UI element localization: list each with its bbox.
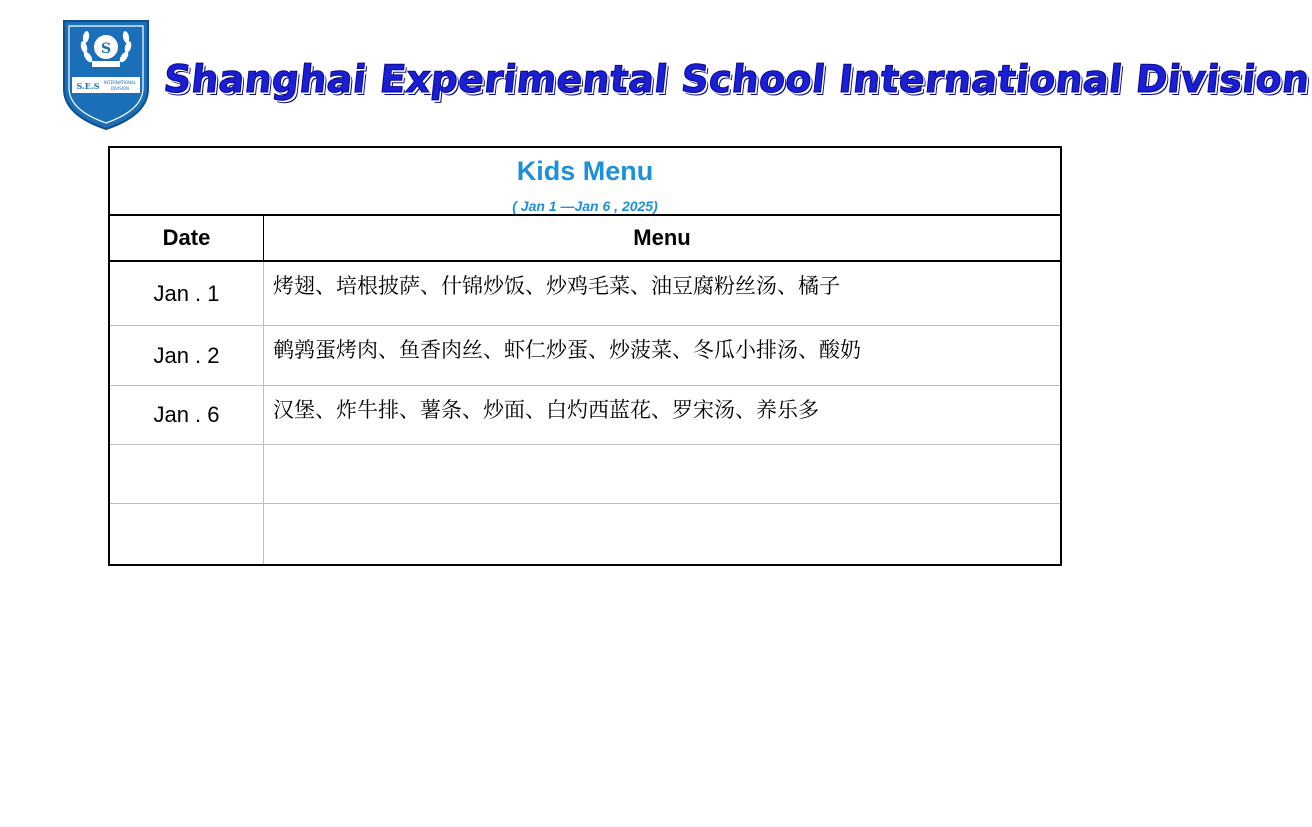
menu-cell [264,445,1060,503]
table-row [110,386,1060,445]
menu-cell: 鹌鹑蛋烤肉、鱼香肉丝、虾仁炒蛋、炒菠菜、冬瓜小排汤、酸奶 [273,338,861,362]
menu-cell [264,504,1060,564]
table-row [110,445,1060,504]
menu-cell: 汉堡、炸牛排、薯条、炒面、白灼西蓝花、罗宋汤、养乐多 [273,398,819,422]
menu-cell: 烤翅、培根披萨、什锦炒饭、炒鸡毛菜、油豆腐粉丝汤、橘子 [273,274,840,298]
school-logo [62,17,150,131]
svg-text:S: S [100,41,112,57]
date-cell: Jan . 1 [110,262,264,325]
svg-text:DIVISION: DIVISION [110,86,130,91]
menu-column-header: Menu [633,225,691,250]
table-row [110,262,1060,326]
date-cell [110,504,264,564]
menu-title: Kids Menu [516,156,654,186]
school-name-heading: Shanghai Experimental School International Division [161,57,1312,101]
menu-date-range: ( Jan 1 —Jan 6 , 2025) [512,198,658,214]
table-title-row [110,148,1060,216]
kids-menu-table [108,146,1062,566]
svg-text:INTERNATIONAL: INTERNATIONAL [103,80,137,85]
date-cell: Jan . 6 [110,386,264,444]
date-cell: Jan . 2 [110,326,264,385]
table-header-row [110,216,1060,262]
date-column-header: Date [110,216,264,260]
date-cell [110,445,264,503]
svg-text:S.E.S: S.E.S [76,81,100,91]
table-row [110,504,1060,564]
table-row [110,326,1060,386]
